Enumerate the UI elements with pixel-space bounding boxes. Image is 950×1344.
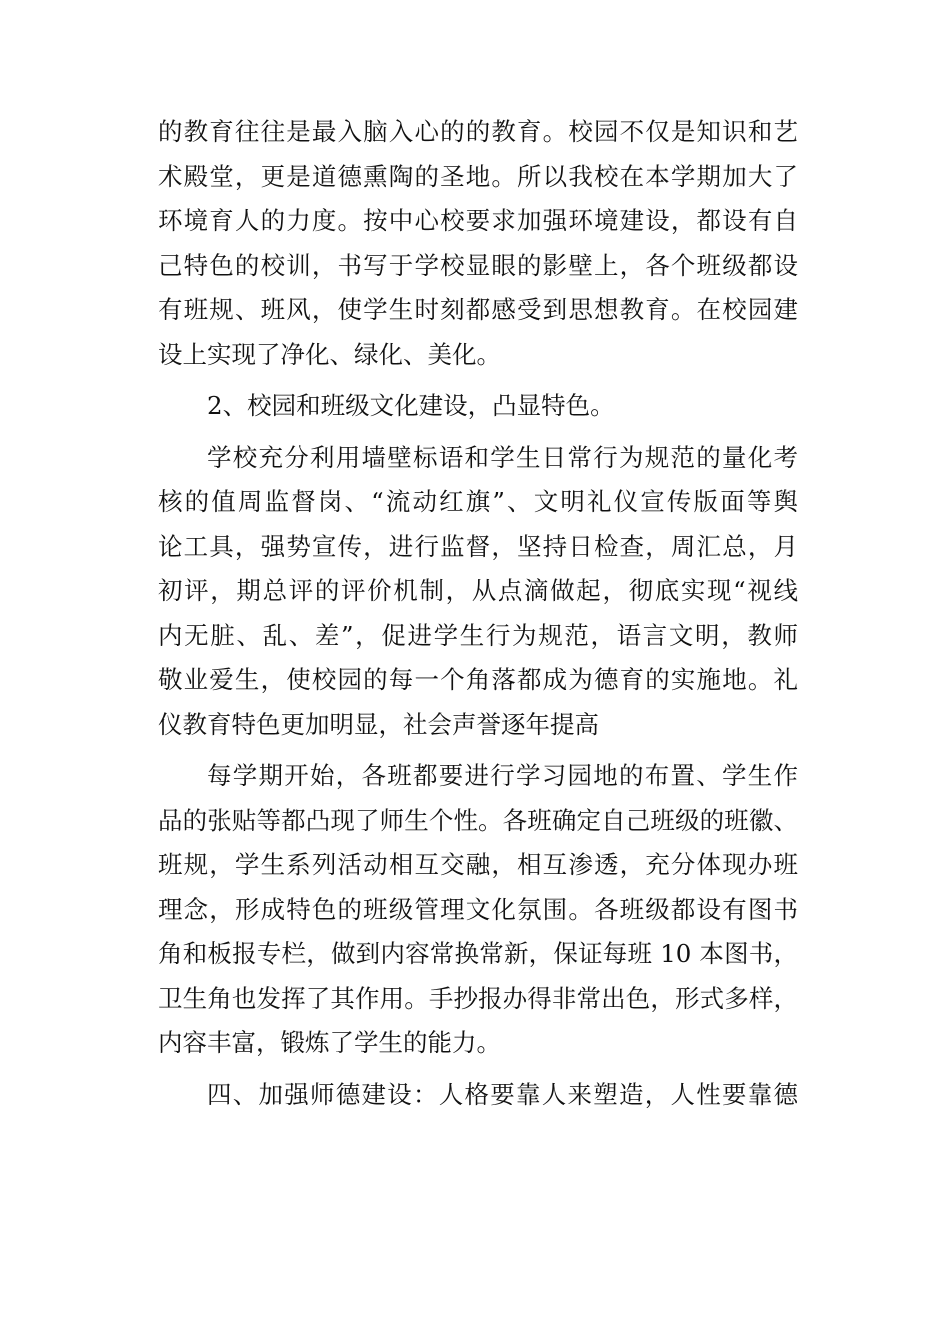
- text-line: 品的张贴等都凸现了师生个性。各班确定自己班级的班徽、: [158, 805, 798, 835]
- paragraph-3: [158, 436, 798, 748]
- paragraph-5: [158, 1073, 798, 1118]
- section-heading: 2、校园和班级文化建设，凸显特色。: [207, 391, 615, 420]
- text-line: 有班规、班风，使学生时刻都感受到思想教育。在校园建: [158, 295, 798, 324]
- text-line: 设上实现了净化、绿化、美化。: [158, 339, 501, 369]
- text-line: 术殿堂，更是道德熏陶的圣地。所以我校在本学期加大了: [158, 161, 798, 191]
- paragraph-4: [158, 754, 798, 1066]
- text-line: 核的值周监督岗、“流动红旗”、文明礼仪宣传版面等舆: [158, 487, 798, 516]
- text-line: 仪教育特色更加明显，社会声誉逐年提高: [158, 709, 599, 739]
- text-line: 论工具，强势宣传，进行监督，坚持日检查，周汇总，月: [158, 531, 798, 561]
- paragraph-1: [158, 110, 798, 377]
- text-line: 角和板报专栏，做到内容常换常新，保证每班 10 本图书，: [158, 939, 798, 968]
- text-line: 理念，形成特色的班级管理文化氛围。各班级都设有图书: [158, 894, 798, 924]
- text-line: 班规，学生系列活动相互交融，相互渗透，充分体现办班: [158, 850, 798, 879]
- text-line: 内无脏、乱、差”，促进学生行为规范，语言文明，教师: [158, 620, 798, 650]
- text-line: 初评，期总评的评价机制，从点滴做起，彻底实现“视线: [158, 576, 798, 605]
- document-body: [158, 110, 798, 1124]
- text-line: 每学期开始，各班都要进行学习园地的布置、学生作: [207, 761, 798, 790]
- text-line: 的教育往往是最入脑入心的的教育。校园不仅是知识和艺: [158, 117, 798, 146]
- text-line: 内容丰富，锻炼了学生的能力。: [158, 1028, 501, 1057]
- paragraph-2-heading: [158, 384, 798, 429]
- text-line: 四、加强师德建设：人格要靠人来塑造，人性要靠德: [207, 1079, 798, 1109]
- text-line: 敬业爱生，使校园的每一个角落都成为德育的实施地。礼: [158, 665, 798, 694]
- text-line: 环境育人的力度。按中心校要求加强环境建设，都设有自: [158, 206, 798, 235]
- text-line: 学校充分利用墙壁标语和学生日常行为规范的量化考: [207, 442, 798, 472]
- text-line: 己特色的校训，书写于学校显眼的影壁上，各个班级都设: [158, 250, 798, 280]
- text-line: 卫生角也发挥了其作用。手抄报办得非常出色，形式多样，: [158, 983, 798, 1013]
